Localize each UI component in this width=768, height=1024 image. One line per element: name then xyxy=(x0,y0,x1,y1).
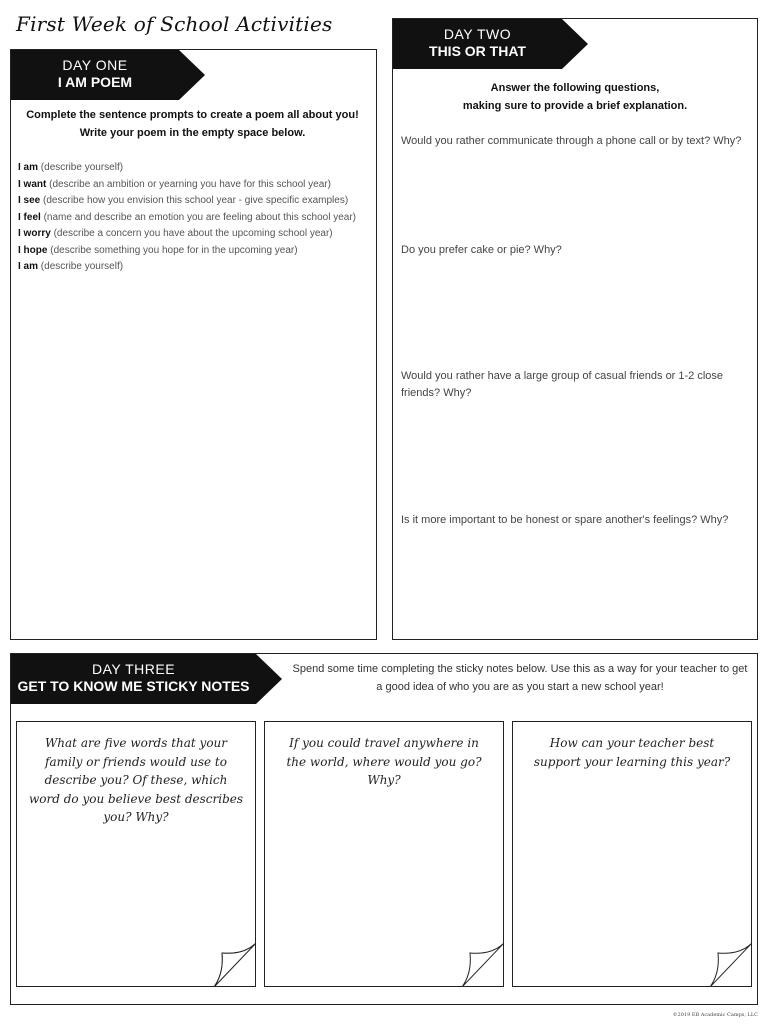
page-title: First Week of School Activities xyxy=(16,12,333,36)
day-two-title: THIS OR THAT xyxy=(429,43,526,59)
day-one-instructions-line2: Write your poem in the empty space below. xyxy=(79,127,306,139)
day-two-label: DAY TWO xyxy=(443,26,512,42)
day-one-title: I AM POEM xyxy=(57,74,133,90)
sticky-note-3[interactable] xyxy=(512,721,752,987)
question-1: Would you rather communicate through a phone call or by text? Why? xyxy=(401,135,742,147)
day-three-title: GET TO KNOW ME STICKY NOTES xyxy=(17,678,250,694)
prompt-line: I worry (describe a concern you have about the upcoming school year) xyxy=(18,228,333,239)
prompt-line: I am (describe yourself) xyxy=(18,261,124,272)
prompt-line: I hope (describe something you hope for in the upcoming year) xyxy=(18,244,298,256)
sticky-note-prompt: If you could travel anywhere in the world, where would you go? Why? xyxy=(286,736,482,787)
day-one-instructions-line1: Complete the sentence prompts to create a poem all about you! xyxy=(26,109,359,121)
question-3: Would you rather have a large group of casual friends or 1-2 close friends? Why? xyxy=(401,370,724,399)
question-4: Is it more important to be honest or spare another's feelings? Why? xyxy=(401,514,729,526)
day-one-instructions xyxy=(20,106,365,142)
prompt-line: I feel (name and describe an emotion you are feeling about this school year) xyxy=(18,211,356,223)
page-curl-icon xyxy=(462,943,504,987)
prompt-line: I want (describe an ambition or yearning you have for this school year) xyxy=(18,178,331,190)
sticky-note-prompt: How can your teacher best support your learning this year? xyxy=(533,736,731,769)
day-two-instructions-line2: making sure to provide a brief explanation. xyxy=(462,100,688,112)
page-curl-icon xyxy=(710,943,752,987)
prompt-line: I am (describe yourself) xyxy=(18,162,124,173)
day-two-instructions-line1: Answer the following questions, xyxy=(490,82,660,94)
day-one-banner xyxy=(11,50,179,100)
sticky-note-2[interactable] xyxy=(264,721,504,987)
page-curl-icon xyxy=(214,943,256,987)
question-2: Do you prefer cake or pie? Why? xyxy=(401,244,562,256)
prompt-line: I see (describe how you envision this school year - give specific examples) xyxy=(18,195,349,206)
sticky-note-1[interactable] xyxy=(16,721,256,987)
day-one-label: DAY ONE xyxy=(62,57,128,73)
sticky-note-prompt: What are five words that your family or friends would use to describe you? Of these, which word do you believe best describes you? Why? xyxy=(29,736,244,824)
poem-prompts xyxy=(18,160,356,276)
day-two-instructions xyxy=(400,79,750,115)
day-three-label: DAY THREE xyxy=(91,661,176,677)
day-two-banner xyxy=(393,19,562,69)
day-three-banner xyxy=(11,654,256,704)
copyright-notice: ©2019 EB Academic Camps, LLC xyxy=(672,1012,758,1018)
day-three-instructions: Spend some time completing the sticky notes below. Use this as a way for your teacher to get a good idea of who you are as you start a new school year! xyxy=(292,663,748,693)
